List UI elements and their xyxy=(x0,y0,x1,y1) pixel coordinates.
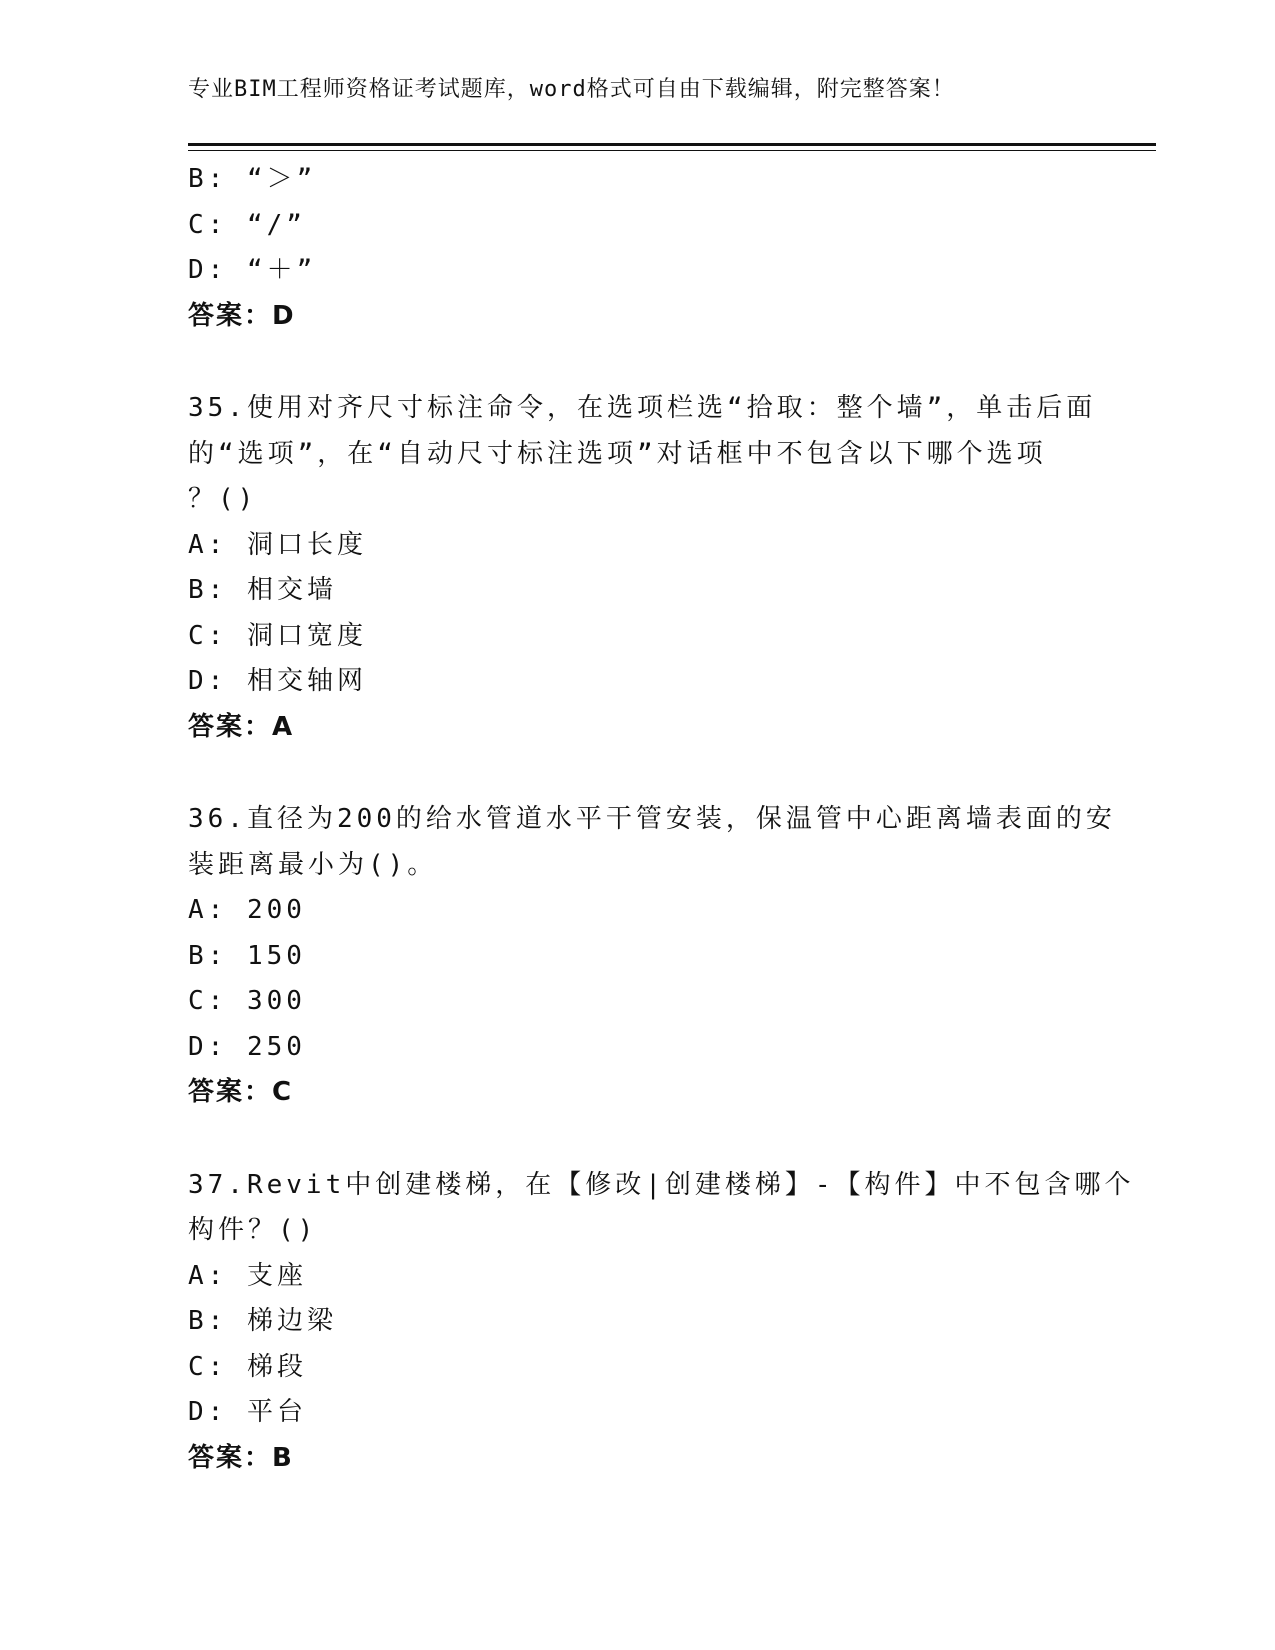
question-37 xyxy=(188,1163,1135,1482)
option-b: B: “＞” xyxy=(188,164,317,194)
question-text-line: ？() xyxy=(188,484,258,514)
answer-line: 答案：D xyxy=(188,300,296,331)
document-body xyxy=(188,157,1135,1481)
question-text-line: 36.直径为200的给水管道水平干管安装，保温管中心距离墙表面的安 xyxy=(188,804,1116,834)
answer-line: 答案：C xyxy=(188,1077,294,1107)
option-b: B: 相交墙 xyxy=(188,575,337,605)
header-rule-thin xyxy=(188,150,1156,151)
question-text-line: 装距离最小为()。 xyxy=(188,849,438,880)
question-36 xyxy=(188,797,1116,1116)
question-35 xyxy=(188,386,1097,750)
header-rule-thick xyxy=(188,143,1156,146)
option-d: D: “＋” xyxy=(188,255,317,285)
spacer xyxy=(188,750,1088,797)
option-b: B: 150 xyxy=(188,940,306,971)
option-a: A: 洞口长度 xyxy=(188,529,367,560)
option-d: D: 平台 xyxy=(188,1397,307,1427)
option-b: B: 梯边梁 xyxy=(188,1306,337,1336)
spacer xyxy=(188,339,1088,386)
option-c: C: “/” xyxy=(188,209,306,240)
option-c: C: 洞口宽度 xyxy=(188,620,367,651)
option-a: A: 200 xyxy=(188,895,306,925)
option-a: A: 支座 xyxy=(188,1260,307,1291)
question-text-line: 37.Revit中创建楼梯，在【修改|创建楼梯】-【构件】中不包含哪个 xyxy=(188,1169,1135,1200)
spacer xyxy=(188,1116,1088,1163)
option-d: D: 相交轴网 xyxy=(188,666,367,696)
question-text-line: 构件？() xyxy=(188,1215,318,1245)
question-text-line: 35.使用对齐尺寸标注命令，在选项栏选“拾取：整个墙”，单击后面 xyxy=(188,393,1097,423)
option-c: C: 梯段 xyxy=(188,1351,307,1382)
option-c: C: 300 xyxy=(188,986,306,1016)
continued-question xyxy=(188,157,1088,339)
option-d: D: 250 xyxy=(188,1031,306,1062)
page-header: 专业BIM工程师资格证考试题库，word格式可自由下载编辑，附完整答案！ xyxy=(188,77,955,102)
answer-line: 答案：B xyxy=(188,1442,294,1473)
answer-line: 答案：A xyxy=(188,711,295,742)
question-text-line: 的“选项”，在“自动尺寸标注选项”对话框中不包含以下哪个选项 xyxy=(188,438,1047,469)
